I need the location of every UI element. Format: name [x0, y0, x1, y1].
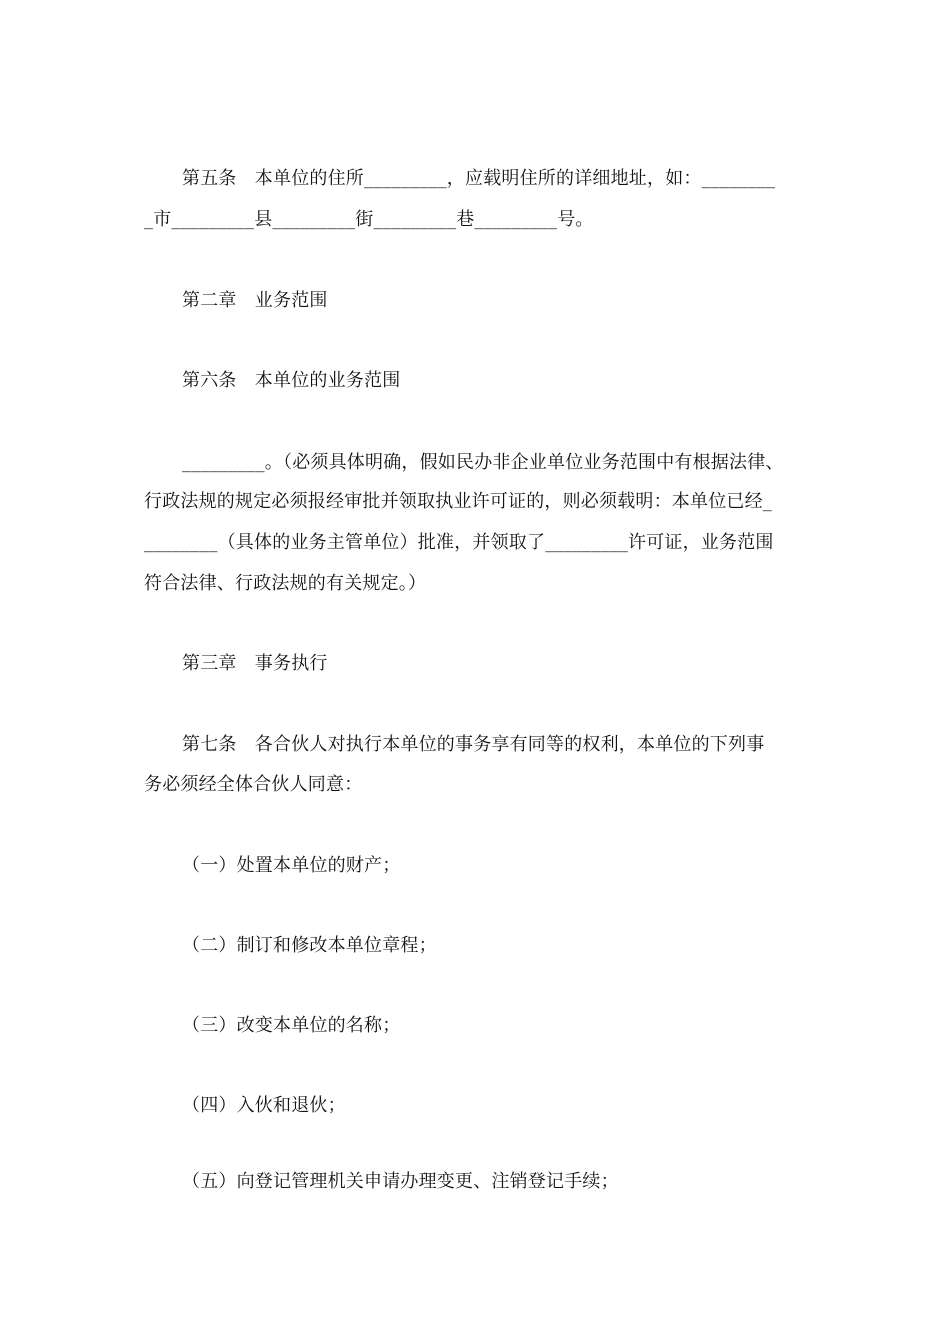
article-6-line-1: _________。（必须具体明确，假如民办非企业单位业务范围中有根据法律、: [182, 452, 784, 473]
article-6-line-4: 符合法律、行政法规的有关规定。）: [144, 573, 427, 594]
article-5-line-1: 第五条 本单位的住所_________，应载明住所的详细地址，如：________: [182, 168, 776, 189]
chapter-2-heading: 第二章 业务范围: [182, 290, 328, 311]
article-5-line-2: _市_________县_________街_________巷_________号。: [144, 209, 594, 230]
article-6-line-2: 行政法规的规定必须报经审批并领取执业许可证的，则必须载明：本单位已经_: [144, 491, 772, 512]
list-item-5: （五）向登记管理机关申请办理变更、注销登记手续；: [182, 1171, 619, 1192]
article-6-title: 第六条 本单位的业务范围: [182, 370, 401, 391]
article-6-line-3: ________（具体的业务主管单位）批准，并领取了_________许可证，业务范围: [144, 532, 774, 553]
list-item-2: （二）制订和修改本单位章程；: [182, 935, 437, 956]
article-7-line-2: 务必须经全体合伙人同意：: [144, 774, 363, 795]
list-item-3: （三）改变本单位的名称；: [182, 1015, 401, 1036]
article-7-line-1: 第七条 各合伙人对执行本单位的事务享有同等的权利，本单位的下列事: [182, 734, 765, 755]
list-item-4: （四）入伙和退伙；: [182, 1095, 346, 1116]
list-item-1: （一）处置本单位的财产；: [182, 855, 401, 876]
chapter-3-heading: 第三章 事务执行: [182, 653, 328, 674]
